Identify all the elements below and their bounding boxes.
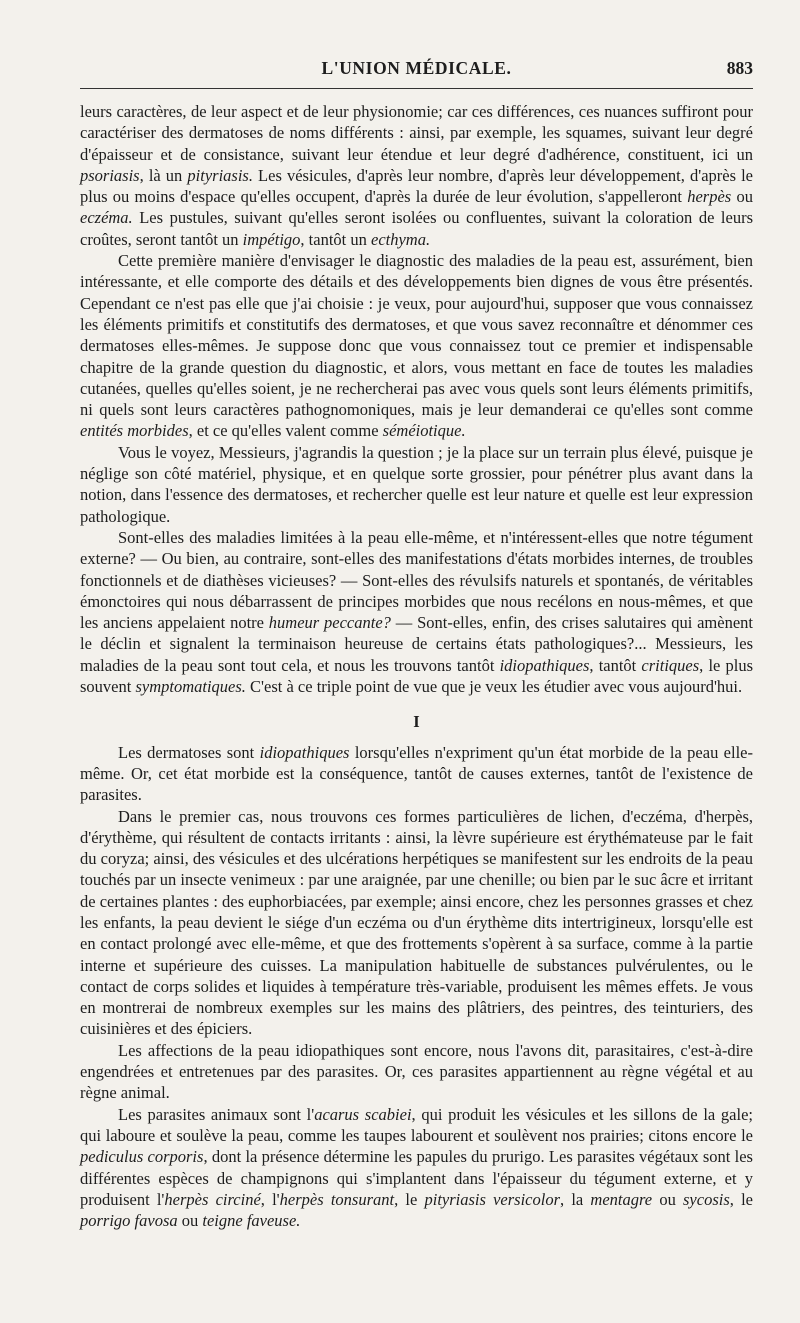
italic-term: ecthyma. xyxy=(371,229,431,249)
italic-term: teigne faveuse. xyxy=(202,1211,301,1231)
italic-term: sycosis xyxy=(683,1189,730,1209)
paragraph xyxy=(80,527,753,697)
italic-term: herpès xyxy=(687,187,732,207)
italic-term: porrigo favosa xyxy=(80,1211,178,1231)
text-run: Cette première manière d'envisager le diagnostic des maladies de la peau est, assurément, bien intéressante, et elle comporte des détails et des développements bien dignes de vous être présentés. Cependant ce n'est pas elle que j'ai choisie : je veux, pour aujourd'hui, supposer que vous connaissez les éléments primitifs et constitutifs des dermatoses, et que vous savez reconnaître et dénommer ces dermatoses elles-mêmes. Je suppose donc que vous connaissez tout ce premier et indispensable chapitre de la grande question du diagnostic, et alors, vous mettant en face de toutes les maladies cutanées, quelles qu'elles soient, je ne rechercherai pas avec vous quels sont leurs éléments primitifs, ni quels sont leurs caractères pathognomoniques, mais je leur demanderai ce qu'elles sont comme xyxy=(80,251,753,420)
italic-term: idiopathiques xyxy=(499,655,590,675)
section-number: I xyxy=(413,712,420,732)
text-run: Les dermatoses sont xyxy=(118,742,260,762)
text-run: , et ce qu'elles valent comme xyxy=(188,421,383,441)
text-run: Les pustules, suivant qu'elles seront isolées ou confluentes, suivant la coloration de leurs croûtes, seront tantôt un xyxy=(80,208,753,249)
paragraph xyxy=(80,742,753,806)
text-run: lorsqu'elles n'expriment qu'un état morbide de la peau elle-même. Or, cet état morbide est la conséquence, tantôt de causes externes, tantôt de l'existence de parasites. xyxy=(80,742,753,805)
italic-term: herpès tonsurant xyxy=(279,1189,395,1209)
running-title: L'UNION MÉDICALE. xyxy=(321,58,512,78)
text-run: ou xyxy=(731,187,753,207)
italic-term: acarus scabiei xyxy=(314,1104,412,1124)
page-number: 883 xyxy=(726,58,753,78)
paragraph xyxy=(80,1040,753,1104)
text-run: , dont la présence détermine les papules du prurigo. Les parasites végétaux sont les différentes espèces de champignons qui s'implantent dans l'épaisseur du tégument externe, et y produisent l' xyxy=(80,1147,753,1209)
text-run: ou xyxy=(177,1211,203,1231)
text-run: Dans le premier cas, nous trouvons ces formes particulières de lichen, d'eczéma, d'herpès, d'érythème, qui résultent de contacts irritants : ainsi, la lèvre supérieure est érythémateuse par le fait du coryza; ainsi, des vésicules et des ulcérations herpétiques se manifestent sur les endroits de la peau touchés par un insecte venimeux : par une araignée, par une chenille; ou bien par le suc âcre et irritant de certaines plantes : des euphorbiacées, par exemple; ainsi encore, chez les personnes grasses et chez les enfants, la peau devient le siége d'un eczéma ou d'un érythème dits intertrigineux, lorsqu'elle est en contact prolongé avec elle-même, et que des frottements s'opèrent à sa surface, comme à la partie interne et supérieure des cuisses. La manipulation habituelle de substances pulvérulentes, ou le contact de corps solides et liquides à température très-variable, produisent les mêmes effets. Je vous en montrerai de nombreux exemples sur les mains des plâtriers, des peintres, des teinturiers, des cuisinières et des épiciers. xyxy=(80,806,753,1039)
italic-term: psoriasis xyxy=(80,165,140,185)
text-run: , le xyxy=(394,1189,425,1209)
paragraph xyxy=(80,806,753,1040)
text-run: , la xyxy=(560,1189,591,1209)
italic-term: idiopathiques xyxy=(259,742,350,762)
italic-term: pediculus corporis xyxy=(80,1147,204,1167)
text-run: Vous le voyez, Messieurs, j'agrandis la question ; je la place sur un terrain plus élevé, puisque je néglige son côté matériel, physique, et en quelque sorte grossier, pour pénétrer plus avant dans la notion, dans l'essence des dermatoses, et rechercher quelle est leur nature et quelle est leur expression pathologique. xyxy=(80,442,753,526)
paragraph xyxy=(80,250,753,442)
italic-term: mentagre xyxy=(590,1189,653,1209)
italic-term: humeur peccante? xyxy=(268,613,391,633)
page-header xyxy=(80,58,753,88)
paragraph xyxy=(80,442,753,527)
text-run: , le xyxy=(729,1189,753,1209)
text-run: ou xyxy=(652,1189,684,1209)
italic-term: séméiotique. xyxy=(382,421,466,441)
text-run: Les affections de la peau idiopathiques sont encore, nous l'avons dit, parasitaires, c'est-à-dire engendrées et entretenues par des parasites. Or, ces parasites appartiennent au règne végétal et au règne animal. xyxy=(80,1040,753,1103)
italic-term: pityriasis. xyxy=(187,165,253,185)
text-run: , tantôt un xyxy=(300,229,371,249)
text-run: , là un xyxy=(139,165,188,185)
text-run: Les parasites animaux sont l' xyxy=(118,1104,315,1124)
text-run: , le plus souvent xyxy=(80,655,753,697)
italic-term: herpès circiné xyxy=(164,1189,261,1209)
text-run: Sont-elles des maladies limitées à la peau elle-même, et n'intéressent-elles que notre tégument externe? — Ou bien, au contraire, sont-elles des manifestations d'états morbides internes, de troubles fonctionnels et de diathèses vicieuses? — Sont-elles des révulsifs naturels et spontanés, de véritables émonctoires qui nous débarrassent de principes morbides que nous recélons en nous-mêmes, et que les anciens appelaient notre xyxy=(80,527,753,633)
text-run: leurs caractères, de leur aspect et de leur physionomie; car ces différences, ces nuances suffiront pour caractériser des dermatoses de noms différents : ainsi, par exemple, les squames, suivant leur degré d'épaisseur et de consistance, suivant leur étendue et leur degré d'adhérence, constituent, ici un xyxy=(80,102,753,164)
text-run: , l' xyxy=(260,1189,280,1209)
paragraph xyxy=(80,1104,753,1232)
text-run: Les vésicules, d'après leur nombre, d'après leur développement, d'après le plus ou moins d'espace qu'elles occupent, d'après la durée de leur évolution, s'appelleront xyxy=(80,165,753,207)
italic-term: entités morbides xyxy=(80,421,189,441)
text-run: — Sont-elles, enfin, des crises salutaires qui amènent le déclin et signalent la terminaison heureuse de certains états pathologiques?... Messieurs, les maladies de la peau sont tout cela, et nous les trouvons tantôt xyxy=(80,613,753,675)
italic-term: eczéma. xyxy=(80,208,133,228)
text-run: , qui produit les vésicules et les sillons de la gale; qui laboure et soulève la peau, comme les taupes labourent et soulèvent nos prairies; citons encore le xyxy=(80,1104,753,1145)
italic-term: pityriasis versicolor xyxy=(424,1189,561,1209)
italic-term: symptomatiques. xyxy=(135,677,246,697)
article-body xyxy=(80,101,753,1231)
text-run: , tantôt xyxy=(589,655,642,675)
text-run: C'est à ce triple point de vue que je veux les étudier avec vous aujourd'hui. xyxy=(245,677,743,697)
italic-term: impétigo xyxy=(242,229,301,249)
italic-term: critiques xyxy=(641,655,700,675)
paragraph xyxy=(80,101,753,250)
header-rule xyxy=(80,88,753,89)
